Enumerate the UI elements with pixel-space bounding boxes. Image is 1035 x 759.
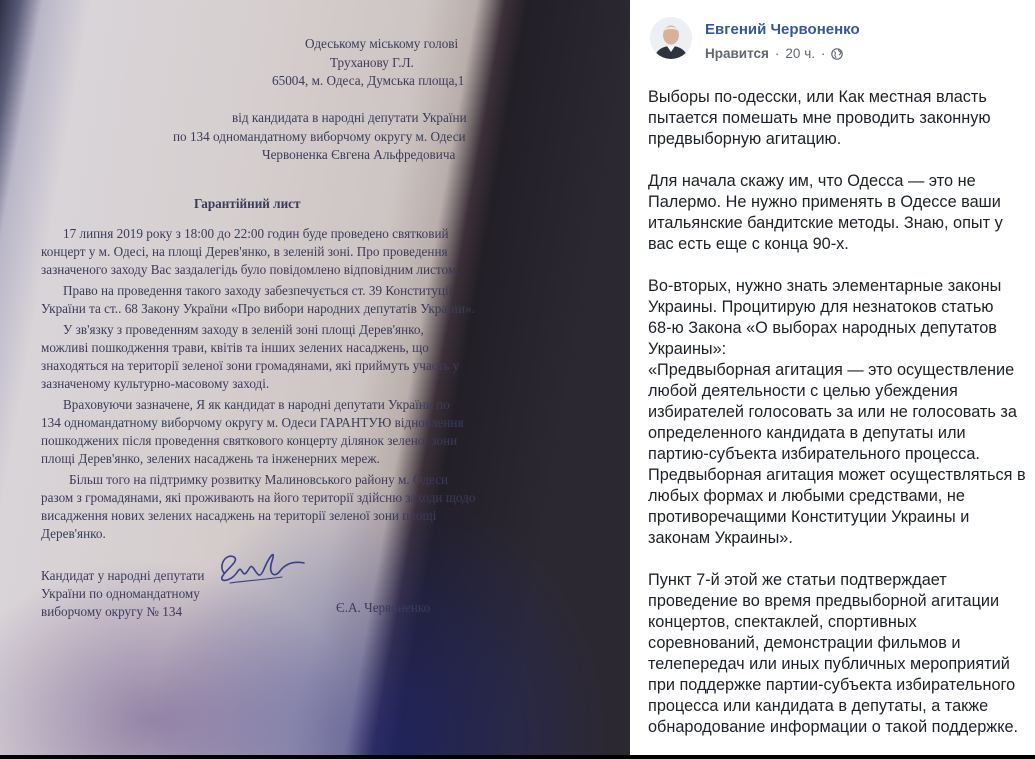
- letter-body-line: разом з громадянами, які проживають на його території здійсню заходи щодо: [41, 490, 476, 505]
- letter-body-line: зазначеного заходу Вас заздалегідь було повідомлено відповідним листом.: [41, 262, 460, 277]
- post-line: Украины»:: [648, 340, 727, 358]
- letter-body-line: Враховуючи зазначене, Я як кандидат в народні депутати України по: [63, 397, 450, 412]
- letter-body-line: Дерев'янко.: [41, 526, 106, 541]
- post-line: проведение во время предвыборной агитации: [648, 592, 1000, 610]
- post-line: любых формах и любыми средствами, не: [648, 487, 965, 505]
- post-line: 68-ю Закона «О выборах народных депутатов: [648, 319, 997, 337]
- letter-body-line: можливі пошкодження трави, квітів та інших зелених насаджень, що: [41, 340, 429, 355]
- post-line: определенного кандидата в депутаты или: [648, 424, 966, 442]
- avatar-photo-icon: [650, 17, 692, 59]
- author-name-link[interactable]: Евгений Червоненко: [705, 21, 860, 38]
- meta-separator: ·: [774, 46, 780, 61]
- letter-body-line: Право на проведення такого заходу забезпечується ст. 39 Конституції: [63, 283, 453, 298]
- post-paragraph: [648, 171, 1030, 255]
- letter-body-line: України та ст.. 68 Закону України «Про вибори народних депутатів України».: [41, 301, 475, 316]
- letter-signature-line: Кандидат у народні депутати: [41, 568, 205, 583]
- post-line: вас есть еще с конца 90-х.: [648, 235, 849, 253]
- post-line: законам Украины».: [648, 529, 793, 547]
- letter-body-line: площі Дерев'янко, зелених насаджень та інженерних мереж.: [41, 451, 380, 466]
- post-line: Выборы по-одесски, или Как местная власть: [648, 88, 987, 106]
- post-line: при поддержке партии-субъекта избирательного: [648, 676, 1016, 694]
- author-avatar[interactable]: [650, 17, 692, 59]
- letter-signer-name: Є.А. Червоненко: [336, 600, 431, 615]
- letter-body-line: 134 одномандатному виборчому округу м. Одеси ГАРАНТУЮ відновлення: [41, 415, 464, 430]
- letter-from-line: по 134 одномандатному виборчому округу м. Одеси: [173, 129, 466, 144]
- post-line: предвыборную агитацию.: [648, 130, 842, 148]
- letter-body-line: концерт у м. Одесі, на площі Дерев'янко, в зеленій зоні. Про проведення: [41, 244, 448, 259]
- post-line: пытается помешать мне проводить законную: [648, 109, 991, 127]
- post-line: избирателей голосовать за или не голосовать за: [648, 403, 1017, 421]
- post-paragraph: [648, 276, 1030, 549]
- letter-address-line: Труханову Г.Л.: [330, 55, 414, 70]
- post-line: телепередач или иных публичных мероприятий: [648, 655, 1010, 673]
- post-timestamp[interactable]: 20 ч.: [785, 46, 815, 61]
- post-line: любой деятельности с целью убеждения: [648, 382, 958, 400]
- letter-address-line: 65004, м. Одеса, Думська площа,1: [272, 73, 465, 88]
- letter-from-line: від кандидата в народні депутати України: [232, 110, 467, 125]
- post-line: итальянские бандитские методы. Знаю, опыт у: [648, 214, 1003, 232]
- post-line: Палермо. Не нужно применять в Одессе ваши: [648, 193, 1001, 211]
- letter-body-line: пошкоджених після проведення святкового концерту ділянок зеленої зони: [41, 433, 458, 448]
- post-paragraph: [648, 570, 1030, 738]
- post-line: концертов, спектаклей, спортивных: [648, 613, 917, 631]
- letter-body-line: 17 липня 2019 року з 18:00 до 22:00 годин буде проведено святковий: [63, 226, 449, 241]
- post-line: партию-субъекта избирательного процесса.: [648, 445, 980, 463]
- letter-from-line: Червоненка Євгена Альфредовича: [262, 147, 456, 162]
- post-paragraph: [648, 87, 1030, 150]
- post-line: противоречащими Конституции Украины и: [648, 508, 970, 526]
- post-line: соревнований, демонстрации фильмов и: [648, 634, 961, 652]
- letter-signature-line: України по одномандатному: [41, 586, 200, 601]
- letter-body-line: знаходяться на території зеленої зони громадянами, які приймуть участь у: [41, 358, 460, 373]
- meta-separator: ·: [820, 46, 826, 61]
- handwritten-signature: [212, 543, 307, 591]
- letter-body-line: зазначеному культурно-масовому заході.: [41, 376, 270, 391]
- globe-icon[interactable]: [831, 48, 843, 60]
- post-line: Пункт 7-й этой же статьи подтверждает: [648, 571, 947, 589]
- letter-signature-line: виборчому округу № 134: [41, 604, 183, 619]
- letter-body-line: висадження нових зелених насаджень на території зеленої зони площі: [41, 508, 437, 523]
- post-line: Предвыборная агитация может осуществляться в: [648, 466, 1026, 484]
- letter-address-line: Одеському міському голові: [305, 36, 459, 51]
- post-line: «Предвыборная агитация — это осуществление: [648, 361, 1015, 379]
- letter-title: Гарантійний лист: [194, 196, 301, 211]
- post-line: Украины. Процитирую для незнатоков статью: [648, 298, 994, 316]
- letter-body-line: Більш того на підтримку розвитку Малиновського району м. Одеси: [69, 472, 449, 487]
- post-meta: [705, 46, 843, 61]
- letter-body-line: У зв'язку з проведенням заходу в зеленій зоні площі Дерев'янко,: [63, 322, 424, 337]
- post-line: Для начала скажу им, что Одесса — это не: [648, 172, 976, 190]
- like-link[interactable]: Нравится: [705, 46, 769, 61]
- post-line: обнародование информации о такой поддержке.: [648, 718, 1019, 736]
- post-line: процесса или кандидата в депутаты, а также: [648, 697, 989, 715]
- post-text: [648, 87, 1030, 759]
- post-line: Во-вторых, нужно знать элементарные законы: [648, 277, 1002, 295]
